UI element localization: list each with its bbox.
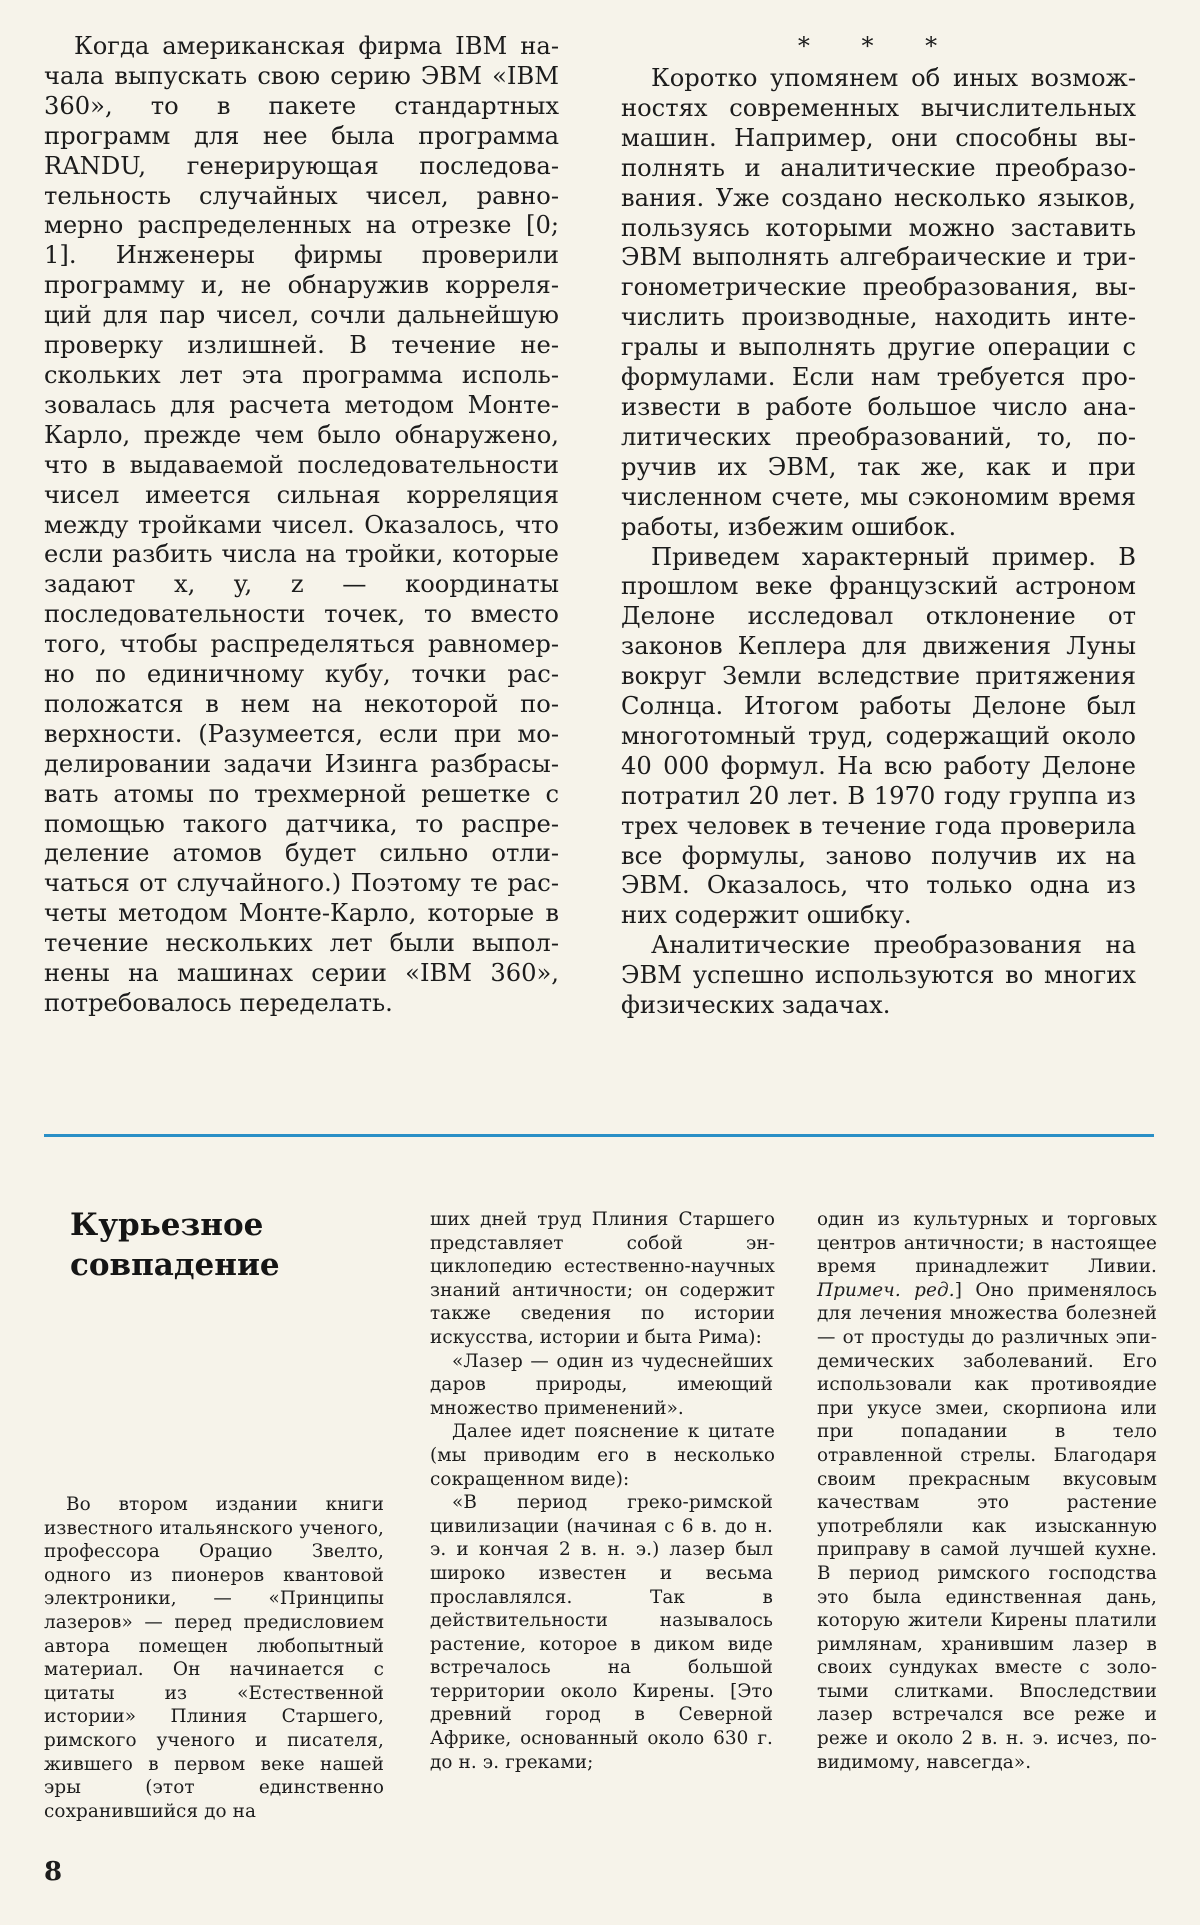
quote-ending: ] Оно применялось для лечения множества болезней — от простуды до различных эпидемических заболеваний. Его использовали как противоядие при укусе змеи, скорпиона или при попадании в тело отравленной стрелы. Благодаря своим прекрасным вкусовым качествам это растение употребляли как изысканную приправу в самой лучшей кухне. В период римского господства это была единственная дань, которую жители Кирены платили римлянам, хранившим лазер в своих сундуках вместе с золотыми слитками. Впоследствии лазер встречался все реже и реже и около 2 в. н. э. исчез, по-видимому, навсегда». bbox=[817, 1279, 1157, 1773]
article-quote-laser: «Лазер — один из чудеснейших даров природы, имеющий множество применений». bbox=[430, 1350, 773, 1419]
article-column-3 bbox=[817, 1208, 1157, 1774]
top-left-column bbox=[44, 32, 559, 1019]
article-quote-history: «В период греко-римской цивилизации (начиная с 6 в. до н. э. и кончая 2 в. н. э.) лазер был широко известен и весьма прославлялся. Так в действительности называлось растение, которое в диком виде встречалось на большой территории около Кирены. [Это древний город в Северной Африке, основанный около 630 г. до н. э. греками; bbox=[430, 1492, 773, 1773]
top-right-column bbox=[621, 32, 1136, 1021]
article-column-1 bbox=[44, 1493, 384, 1823]
article-explanation-intro: Далее идет пояснение к цитате (мы приводим его в несколько сокращенном виде): bbox=[430, 1421, 775, 1490]
article-column-2 bbox=[430, 1208, 775, 1774]
paragraph-analytic-transforms: Коротко упомянем об иных возможностях современных вычислительных машин. Например, они способны выполнять и аналитические преобразования. Уже создано несколько языков, пользуясь которыми можно заставить ЭВМ выполнять алгебраические и тригонометрические преобразования, вычислить производные, находить интегралы и выполнять другие операции с формулами. Если нам требуется произвести в работе большое число аналитических преобразований, то, поручив их ЭВМ, так же, как и при численном счете, мы сэкономим время работы, избежим ошибок. bbox=[621, 64, 1136, 541]
section-divider bbox=[44, 1134, 1154, 1137]
paragraph-conclusion: Аналитические преобразования на ЭВМ успешно используются во многих физических задачах. bbox=[621, 931, 1136, 1020]
paragraph-delaunay-example: Приведем характерный пример. В прошлом веке французский астроном Делоне исследовал отклонение от законов Кеплера для движения Луны вокруг Земли вследствие притяжения Солнца. Итогом работы Делоне был многотомный труд, содержащий около 40 000 формул. На всю работу Делоне потратил 20 лет. В 1970 году группа из трех человек в течение года проверила все формулы, заново получив их на ЭВМ. Оказалось, что только одна из них содержит ошибку. bbox=[621, 542, 1136, 930]
article-quote-continued bbox=[817, 1208, 1157, 1774]
paragraph-ibm-randu: Когда американская фирма IBM начала выпускать свою серию ЭВМ «IBM 360», то в пакете стандартных программ для нее была программа RANDU, генерирующая последовательность случайных чисел, равномерно распределенных на отрезке [0; 1]. Инженеры фирмы проверили программу и, не обнаружив корреляций для пар чисел, сочли дальнейшую проверку излишней. В течение нескольких лет эта программа использовалась для расчета методом Монте-Карло, прежде чем было обнаружено, что в выдаваемой последовательности чисел имеется сильная корреляция между тройками чисел. Оказалось, что если разбить числа на тройки, которые задают x, y, z — координаты последовательности точек, то вместо того, чтобы распределяться равномерно по единичному кубу, точки расположатся в нем на некоторой поверхности. (Разумеется, если при моделировании задачи Изинга разбрасывать атомы по трехмерной решетке с помощью такого датчика, то распределение атомов будет сильно отличаться от случайного.) Поэтому те расчеты методом Монте-Карло, которые в течение нескольких лет были выполнены на машинах серии «IBM 360», потребовалось переделать. bbox=[44, 32, 559, 1017]
page-number: 8 bbox=[44, 1857, 63, 1887]
article-intro: Во втором издании книги известного итальянского ученого, профессора Орацио Звелто, одного из пионеров квантовой электроники, — «Принципы лазеров» — перед предисловием автора помещен любопытный материал. Он начинается с цитаты из «Естественной истории» Плиния Старшего, римского ученого и писателя, жившего в первом веке нашей эры (этот единственно сохранившийся до на bbox=[44, 1494, 384, 1822]
article-continuation: ших дней труд Плиния Старшего представляет собой энциклопедию естественно-научных знаний античности; он содержит также сведения по истории искусства, истории и быта Рима): bbox=[430, 1209, 775, 1348]
section-separator: * * * bbox=[797, 32, 960, 60]
cyrene-description: один из культурных и торговых центров античности; в настоящее время принадлежит Ливии. bbox=[817, 1209, 1157, 1278]
article-headline: Курьезное совпадение bbox=[70, 1207, 280, 1283]
editor-note: Примеч. ред. bbox=[817, 1279, 955, 1301]
